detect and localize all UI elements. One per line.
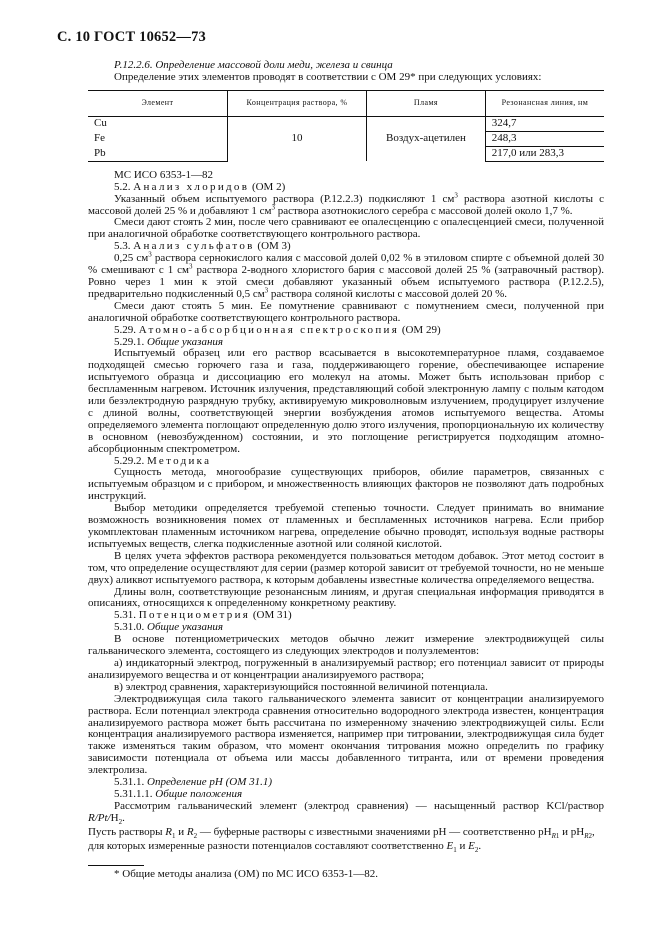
section-5-31-0-p2: Электродвижущая сила такого гальванического элемента зависит от концентрации анализируемого раствора. Если потенциал электрода сравнения относительно водородного электрода известен, концентрация анализируемого раствора может быть рассчитана по измеренному значению электродвижущей силы. Если концентрация анализируемого раствора изменяется, например при титровании, электродвижущая сила будет также изменяться таким образом, что момент окончания титрования можно определить по графику зависимости потенциала от объема или массы добавленного титранта, или от времени проведения электролиза. — [88, 692, 604, 777]
section-5-29-2-p3: В целях учета эффектов раствора рекомендуется пользоваться методом добавок. Этот метод состоит в том, что определение осуществляют для серии (размер которой зависит от требуемой точности, но не меньше двух) аликвот испытуемого раствора, к которым добавлены известные количества определяемого вещества. — [88, 549, 604, 586]
footnote: * Общие методы анализа (ОМ) по МС ИСО 6353-1—82. — [114, 867, 378, 880]
cell-line: 217,0 или 283,3 — [485, 146, 604, 161]
cell-line: 248,3 — [485, 131, 604, 146]
section-5-29-heading: 5.29. Атомно-абсорбционная спектроскопия (ОМ 29) — [114, 323, 441, 336]
document-body — [88, 60, 604, 881]
section-5-2-p2: Смеси дают стоять 2 мин, после чего сравнивают ее опалесценцию с опалесценцией смеси, полученной при аналогичной обработке соответствующего контрольного раствора. — [88, 216, 604, 241]
section-5-31-heading: 5.31. Потенциометрия (ОМ 31) — [114, 609, 292, 622]
buffer-solutions-text: Пусть растворы $R_1$ и $R_2$ — буферные растворы с известными значениями pH — соответственно $pH_{R1}$ и $pH_{R2}$, — [88, 825, 595, 840]
section-5-29-1-heading: 5.29.1. Общие указания — [114, 335, 224, 348]
section-5-3-p1: 0,25 $см^3$ раствора сернокислого калия с массовой долей 0,02 % в этиловом спирте с объемной долей 30 % смешивают с 1 $см^3$ раствора 2-водного хлористого бария с массовой долей 25 % (затравочный раствор). Ровно через 1 мин к этой смеси добавляют указанный объем испытуемого раствора (Р.12.2.5), предварительно подкисленный 0,5 $см^3$ раствора соляной кислоты с массовой долей 20 %. — [88, 250, 604, 300]
cell-concentration: 10 — [227, 116, 366, 161]
galvanic-cell-text: Рассмотрим гальванический элемент (электрод сравнения) — насыщенный раствор KCl/раствор $R/Pt/H_2$. — [88, 799, 604, 826]
ref-ms-iso: МС ИСО 6353-1—82 — [114, 168, 214, 181]
elements-table — [88, 90, 604, 162]
section-5-29-2-p2: Выбор методики определяется требуемой степенью точности. Следует принимать во внимание возможность возникновения помех от пламенных и беспламенных источников нагрева. Если прибор укомплектован пламенным источником нагрева, определение обычно проводят, используя водные растворы испытуемых веществ, слегка подкисленные азотной или соляной кислотой. — [88, 502, 604, 550]
section-5-31-1-heading: 5.31.1. Определение pH (ОМ 31.1) — [114, 776, 273, 789]
p12-2-6-text: Определение этих элементов проводят в соответствии с ОМ 29* при следующих условиях: — [114, 70, 542, 83]
section-5-29-2-p4: Длины волн, соответствующие резонансным линиям, и другая специальная информация приводятся в описаниях, относящихся к определенному конкретному реактиву. — [88, 585, 604, 610]
section-5-31-0-p1: В основе потенциометрических методов обычно лежит измерение электродвижущей силы гальванического элемента, состоящего из следующих электродов и полуэлементов: — [88, 633, 604, 658]
table-header-row — [88, 90, 604, 116]
th-flame: Пламя — [367, 90, 486, 116]
section-5-31-0-heading: 5.31.0. Общие указания — [114, 621, 224, 634]
th-element: Элемент — [88, 90, 227, 116]
page-header: С. 10 ГОСТ 10652—73 — [57, 29, 206, 45]
section-5-2-p1: Указанный объем испытуемого раствора (Р.12.2.3) подкисляют 1 $см^3$ раствора азотной кислоты с массовой долей 25 % и добавляют 1 $см^3$ раствора азотнокислого серебра с массовой долей около 1,7 %. — [88, 190, 604, 217]
th-resonance-line: Резонансная линия, нм — [485, 90, 604, 116]
section-5-29-2-p1: Сущность метода, многообразие существующих приборов, обилие параметров, связанных с испытуемым образцом и с прибором, и множественность влияющих факторов не позволяют дать подробных инструкций. — [88, 466, 604, 503]
section-5-3-heading: 5.3. Анализ сульфатов (ОМ 3) — [114, 240, 291, 253]
section-5-31-0-pa: а) индикаторный электрод, погруженный в анализируемый раствор; его потенциал зависит от природы анализируемого вещества и от концентрации анализируемого раствора; — [88, 656, 604, 681]
potential-differences-text: для которых измеренные разности потенциалов составляют соответственно $E_1$ и $E_2$. — [88, 839, 482, 854]
section-5-2-heading: 5.2. Анализ хлоридов (ОМ 2) — [114, 180, 286, 193]
cell-element: Fe — [94, 131, 105, 144]
section-5-31-1-1-heading: 5.31.1.1. Общие положения — [114, 787, 243, 800]
cell-line: 324,7 — [485, 116, 604, 131]
cell-element: Pb — [88, 146, 227, 161]
p12-2-6-title: Р.12.2.6. Определение массовой доли меди, железа и свинца — [114, 59, 393, 71]
section-5-29-2-heading: 5.29.2. Методика — [114, 454, 212, 467]
section-5-29-1-text: Испытуемый образец или его раствор всасывается в высокотемпературное пламя, создаваемое подходящей смесью горючего газа и газа, поддерживающего горение, обеспечивающее испарение испытуемого образца и диссоциацию его молекул на атомы. Может быть использован прибор с беспламенным нагревом. Источник излучения, представляющий собой электронную лампу с полым катодом или безэлектродную разрядную трубку, активируемую микроволновым излучением, продуцирует излучение с длиной волны, соответствующей энергии возбуждения атомов испытуемого вещества. Атомы определяемого элемента поглощают определенную долю этого излучения, пропорциональную их количеству в основном (невозбужденном) состоянии, и это поглощение регистрируется подходящим атомно-абсорбционным спектрометром. — [88, 347, 604, 455]
table-row — [88, 116, 604, 131]
cell-element: Cu — [94, 117, 107, 130]
th-concentration: Концентрация раствора, % — [227, 90, 366, 116]
section-5-31-0-pb: в) электрод сравнения, характеризующийся постоянной величиной потенциала. — [114, 680, 488, 693]
footnote-divider — [88, 865, 144, 866]
cell-flame: Воздух-ацетилен — [367, 116, 486, 161]
section-5-3-p2: Смеси дают стоять 5 мин. Ее помутнение сравнивают с помутнением смеси, полученной при аналогичной обработке соответствующего контрольного раствора. — [88, 299, 604, 324]
